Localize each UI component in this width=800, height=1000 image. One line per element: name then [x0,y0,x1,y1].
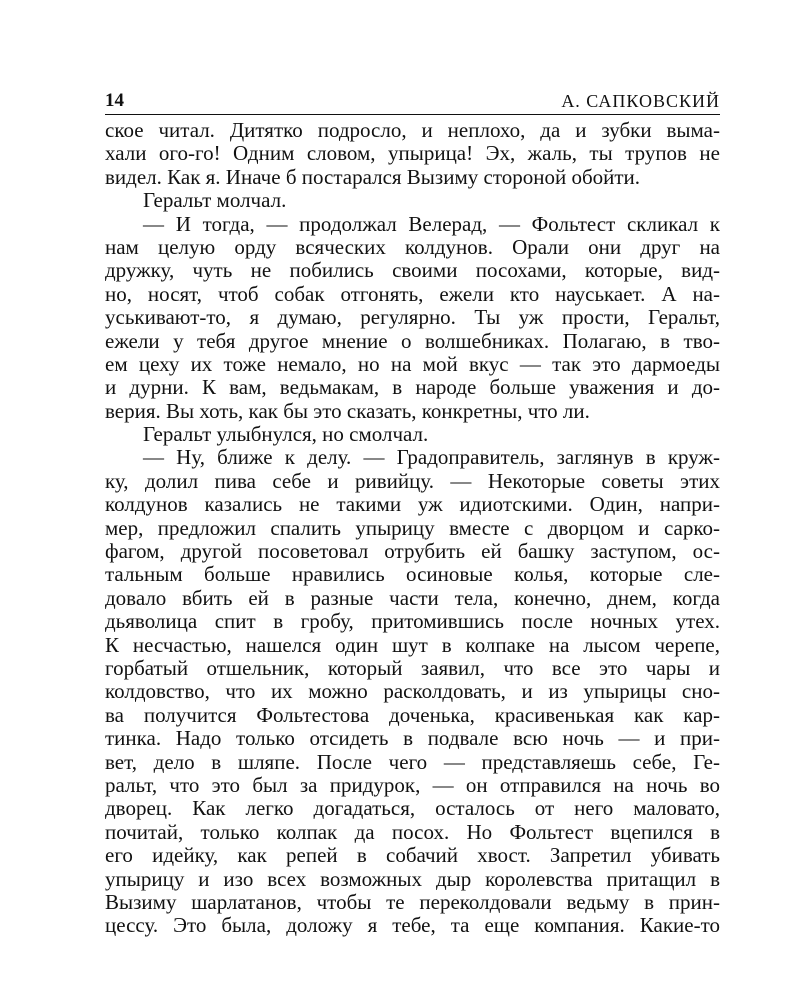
text-line: почитай, только колпак да посох. Но Фольтест вцепился в [105,820,720,844]
text-line: ку, долил пива себе и ривийцу. — Некоторые советы этих [105,469,720,493]
text-line: нам целую орду всяческих колдунов. Орали они друг на [105,235,720,259]
text-line: — И тогда, — продолжал Велерад, — Фольтест скликал к [143,212,720,236]
text-line: Геральт молчал. [143,189,287,213]
text-line: колдунов казались не такими уж идиотскими. Один, напри- [105,493,720,517]
page-number: 14 [105,90,124,111]
body-text [105,119,720,938]
text-line: видел. Как я. Иначе б постарался Вызиму стороной обойти. [105,165,641,189]
text-line: вет, дело в шляпе. После чего — представляешь себе, Ге- [105,750,720,774]
text-line: но, носят, чтоб собак отгонять, ежели кто науськает. А на- [105,282,720,306]
text-line: упырицу и изо всех возможных дыр королевства притащил в [105,867,720,891]
book-page [105,86,720,938]
text-line: хали ого-го! Одним словом, упырица! Эх, жаль, ты трупов не [105,142,720,166]
text-line: тальным больше нравились осиновые колья, которые сле- [105,563,720,587]
text-line: дворец. Как легко догадаться, осталось от него маловато, [105,797,720,821]
text-line: Вызиму шарлатанов, чтобы те переколдовали ведьму в прин- [105,890,720,914]
text-line: ем цеху их тоже немало, но на мой вкус — так это дармоеды [105,352,720,376]
text-line: дружку, чуть не побились своими посохами, которые, вид- [105,259,720,283]
text-line: дьяволица спит в гробу, притомившись после ночных утех. [105,610,720,634]
text-line: ва получится Фольтестова доченька, красивенькая как кар- [105,703,720,727]
text-line: уськивают-то, я думаю, регулярно. Ты уж прости, Геральт, [105,306,720,330]
text-line: Геральт улыбнулся, но смолчал. [143,423,429,447]
text-line: мер, предложил спалить упырицу вместе с дворцом и сарко- [105,516,720,540]
text-line: цессу. Это была, доложу я тебе, та еще компания. Какие-то [105,914,720,938]
text-line: К несчастью, нашелся один шут в колпаке на лысом черепе, [105,633,720,657]
page-header [105,86,720,115]
text-line: довало вбить ей в разные части тела, конечно, днем, когда [105,586,720,610]
text-line: ральт, что это был за придурок, — он отправился на ночь во [105,773,720,797]
text-line: горбатый отшельник, который заявил, что все это чары и [105,656,720,680]
text-line: его идейку, как репей в собачий хвост. Запретил убивать [105,844,720,868]
text-line: — Ну, ближе к делу. — Градоправитель, заглянув в круж- [143,446,720,470]
text-line: фагом, другой посоветовал отрубить ей башку заступом, ос- [105,540,720,564]
text-line: верия. Вы хоть, как бы это сказать, конкретны, что ли. [105,399,590,423]
text-line: тинка. Надо только отсидеть в подвале всю ночь — и при- [105,727,720,751]
text-line: колдовство, что их можно расколдовать, и из упырицы сно- [105,680,720,704]
text-line: ское читал. Дитятко подросло, и неплохо, да и зубки выма- [105,119,720,142]
text-line: ежели у тебя другое мнение о волшебниках. Полагаю, в тво- [105,329,720,353]
running-head-author: А. САПКОВСКИЙ [561,91,720,111]
text-line: и дурни. К вам, ведьмакам, в народе больше уважения и до- [105,376,720,400]
